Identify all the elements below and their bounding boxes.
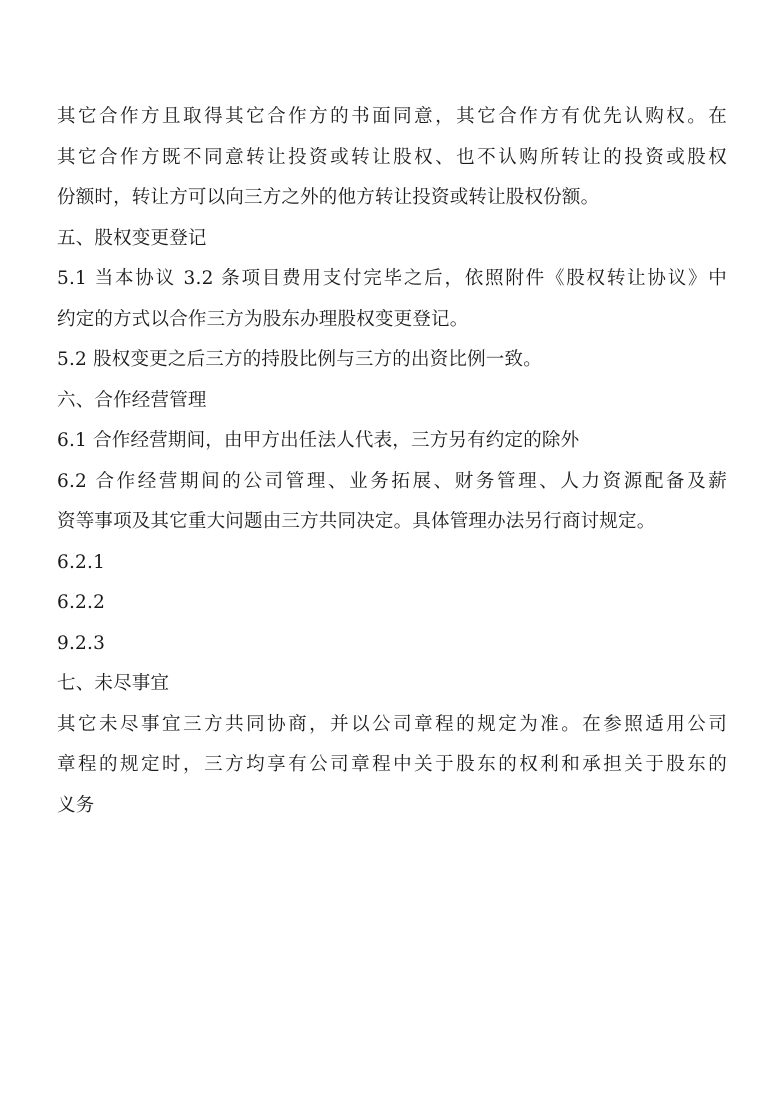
clause-6-2-2 bbox=[57, 583, 727, 624]
clause-6-1 bbox=[57, 421, 727, 462]
document-body bbox=[57, 97, 727, 826]
heading-text: 五、股权变更登记 bbox=[57, 227, 207, 249]
text-line: 份额时，转让方可以向三方之外的他方转让投资或转让股权份额。 bbox=[57, 187, 600, 208]
text-line: 6.2.1 bbox=[57, 551, 106, 573]
clause-5-2 bbox=[57, 340, 727, 381]
text-line: 5.2 股权变更之后三方的持股比例与三方的出资比例一致。 bbox=[57, 349, 542, 370]
text-line: 义务 bbox=[57, 794, 95, 816]
text-line: 约定的方式以合作三方为股东办理股权变更登记。 bbox=[57, 308, 469, 330]
section-heading-5 bbox=[57, 219, 727, 260]
section-heading-7 bbox=[57, 664, 727, 705]
text-line: 5.1 当本协议 3.2 条项目费用支付完毕之后，依照附件《股权转让协议》中 bbox=[57, 268, 727, 289]
text-line: 其它未尽事宜三方共同协商，并以公司章程的规定为准。在参照适用公司 bbox=[57, 713, 727, 735]
text-line: 9.2.3 bbox=[57, 632, 106, 654]
clause-6-2 bbox=[57, 462, 727, 543]
heading-text: 七、未尽事宜 bbox=[57, 673, 170, 694]
paragraph-transfer-priority bbox=[57, 97, 727, 219]
text-line: 其它合作方且取得其它合作方的书面同意，其它合作方有优先认购权。在 bbox=[57, 106, 727, 127]
text-line: 章程的规定时，三方均享有公司章程中关于股东的权利和承担关于股东的 bbox=[57, 754, 727, 775]
text-line: 6.1 合作经营期间，由甲方出任法人代表，三方另有约定的除外 bbox=[57, 430, 580, 451]
clause-5-1 bbox=[57, 259, 727, 340]
text-line: 6.2.2 bbox=[57, 592, 106, 613]
heading-text: 六、合作经营管理 bbox=[57, 389, 207, 411]
text-line: 资等事项及其它重大问题由三方共同决定。具体管理办法另行商讨规定。 bbox=[57, 511, 656, 532]
clause-6-2-1 bbox=[57, 543, 727, 584]
text-line: 6.2 合作经营期间的公司管理、业务拓展、财务管理、人力资源配备及薪 bbox=[57, 470, 727, 492]
paragraph-remaining-matters bbox=[57, 705, 727, 827]
text-line: 其它合作方既不同意转让投资或转让股权、也不认购所转让的投资或股权 bbox=[57, 146, 727, 168]
clause-9-2-3 bbox=[57, 624, 727, 665]
section-heading-6 bbox=[57, 381, 727, 422]
